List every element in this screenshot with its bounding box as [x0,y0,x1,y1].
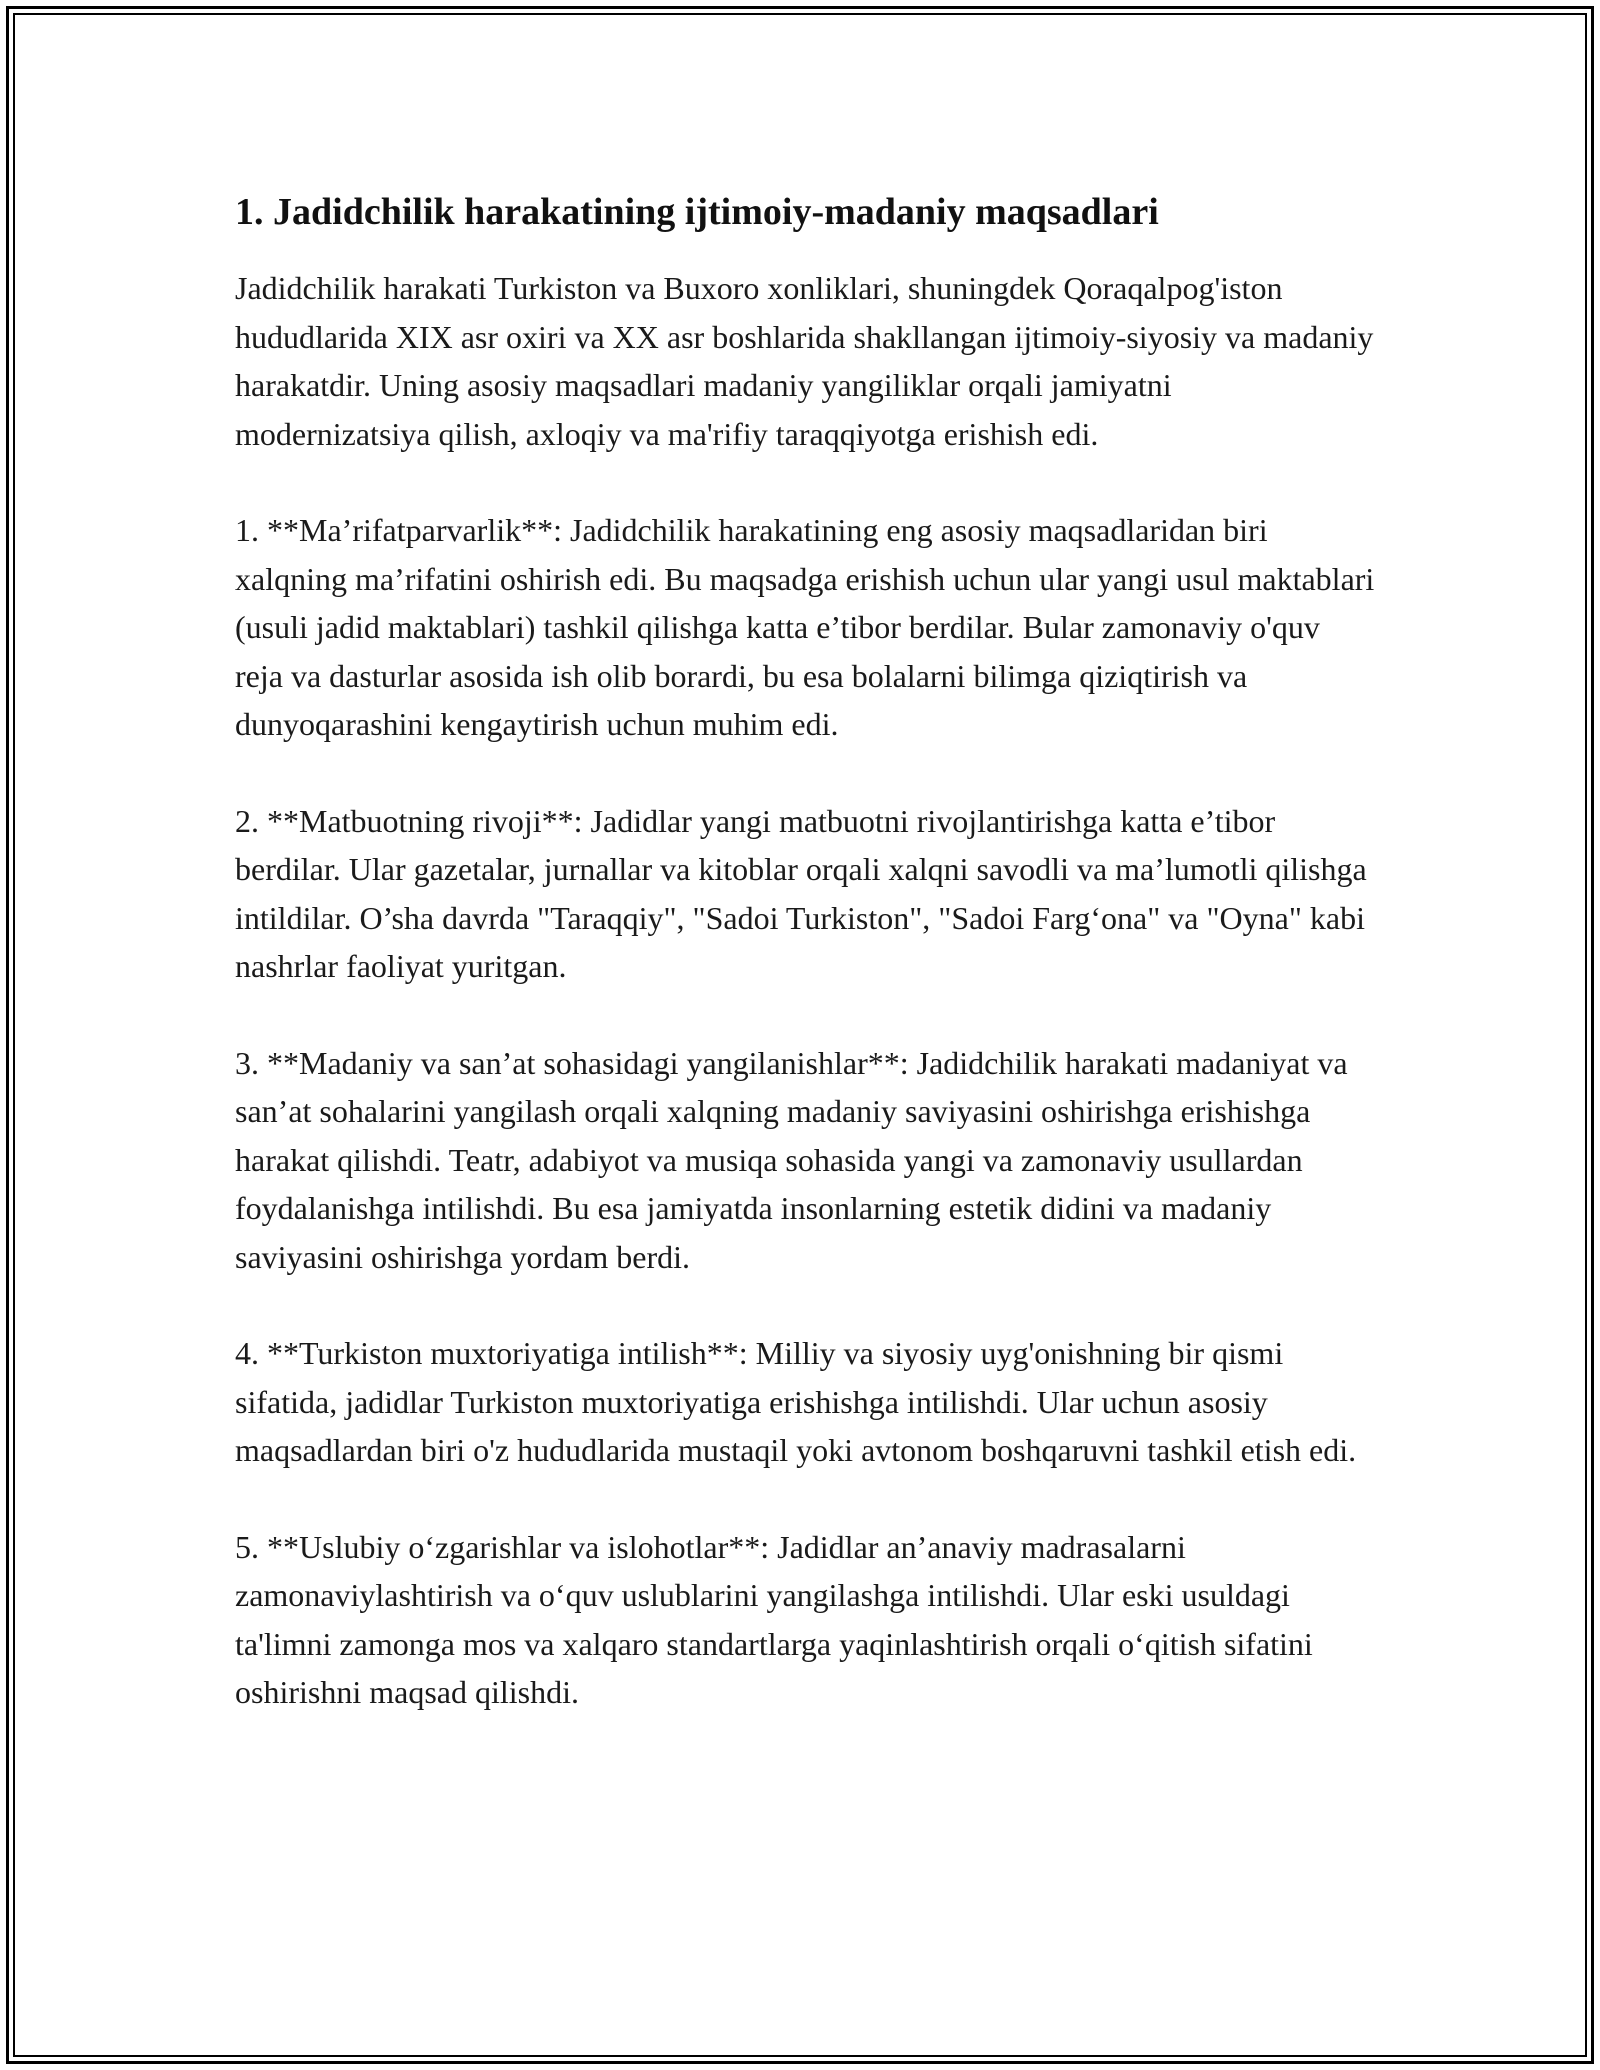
paragraph-intro: Jadidchilik harakati Turkiston va Buxoro xonliklari, shuningdek Qoraqalpog'iston hududlarida XIX asr oxiri va XX asr boshlarida shakllangan ijtimoiy-siyosiy va madaniy harakatdir. Uning asosiy maqsadlari madaniy yangiliklar orqali jamiyatni modernizatsiya qilish, axloqiy va ma'rifiy taraqqiyotga erishish edi. [235,270,1374,452]
document-heading: 1. Jadidchilik harakatining ijtimoiy-madaniy maqsadlari [235,191,1159,233]
paragraph-point-2: 2. **Matbuotning rivoji**: Jadidlar yangi matbuotni rivojlantirishga katta e’tibor berdilar. Ular gazetalar, jurnallar va kitoblar orqali xalqni savodli va ma’lumotli qilishga intildilar. O’sha davrda "Taraqqiy", "Sadoi Turkiston", "Sadoi Farg‘ona" va "Oyna" kabi nashrlar faoliyat yuritgan. [235,802,1367,984]
paragraph-point-3: 3. **Madaniy va san’at sohasidagi yangilanishlar**: Jadidchilik harakati madaniyat va san’at sohalarini yangilash orqali xalqning madaniy saviyasini oshirishga erishishga harakat qilishdi. Teatr, adabiyot va musiqa sohasida yangi va zamonaviy usullardan foydalanishga intilishdi. Bu esa jamiyatda insonlarning estetik didini va madaniy saviyasini oshirishga yordam berdi. [235,1044,1348,1275]
paragraph-point-1: 1. **Ma’rifatparvarlik**: Jadidchilik harakatining eng asosiy maqsadlaridan biri xalqning ma’rifatini oshirish edi. Bu maqsadga erishish uchun ular yangi usul maktablari (usuli jadid maktablari) tashkil qilishga katta e’tibor berdilar. Bular zamonaviy o'quv reja va dasturlar asosida ish olib borardi, bu esa bolalarni bilimga qiziqtirish va dunyoqarashini kengaytirish uchun muhim edi. [235,512,1375,742]
paragraph-point-4: 4. **Turkiston muxtoriyatiga intilish**: Milliy va siyosiy uyg'onishning bir qismi sifatida, jadidlar Turkiston muxtoriyatiga erishishga intilishdi. Ular uchun asosiy maqsadlardan biri o'z hududlarida mustaqil yoki avtonom boshqaruvni tashkil etish edi. [235,1335,1357,1468]
paragraph-point-5: 5. **Uslubiy o‘zgarishlar va islohotlar**: Jadidlar an’anaviy madrasalarni zamonaviylashtirish va o‘quv uslublarini yangilashga intilishdi. Ular eski usuldagi ta'limni zamonga mos va xalqaro standartlarga yaqinlashtirish orqali o‘qitish sifatini oshirishni maqsad qilishdi. [235,1528,1313,1710]
document-body [235,186,1375,1765]
